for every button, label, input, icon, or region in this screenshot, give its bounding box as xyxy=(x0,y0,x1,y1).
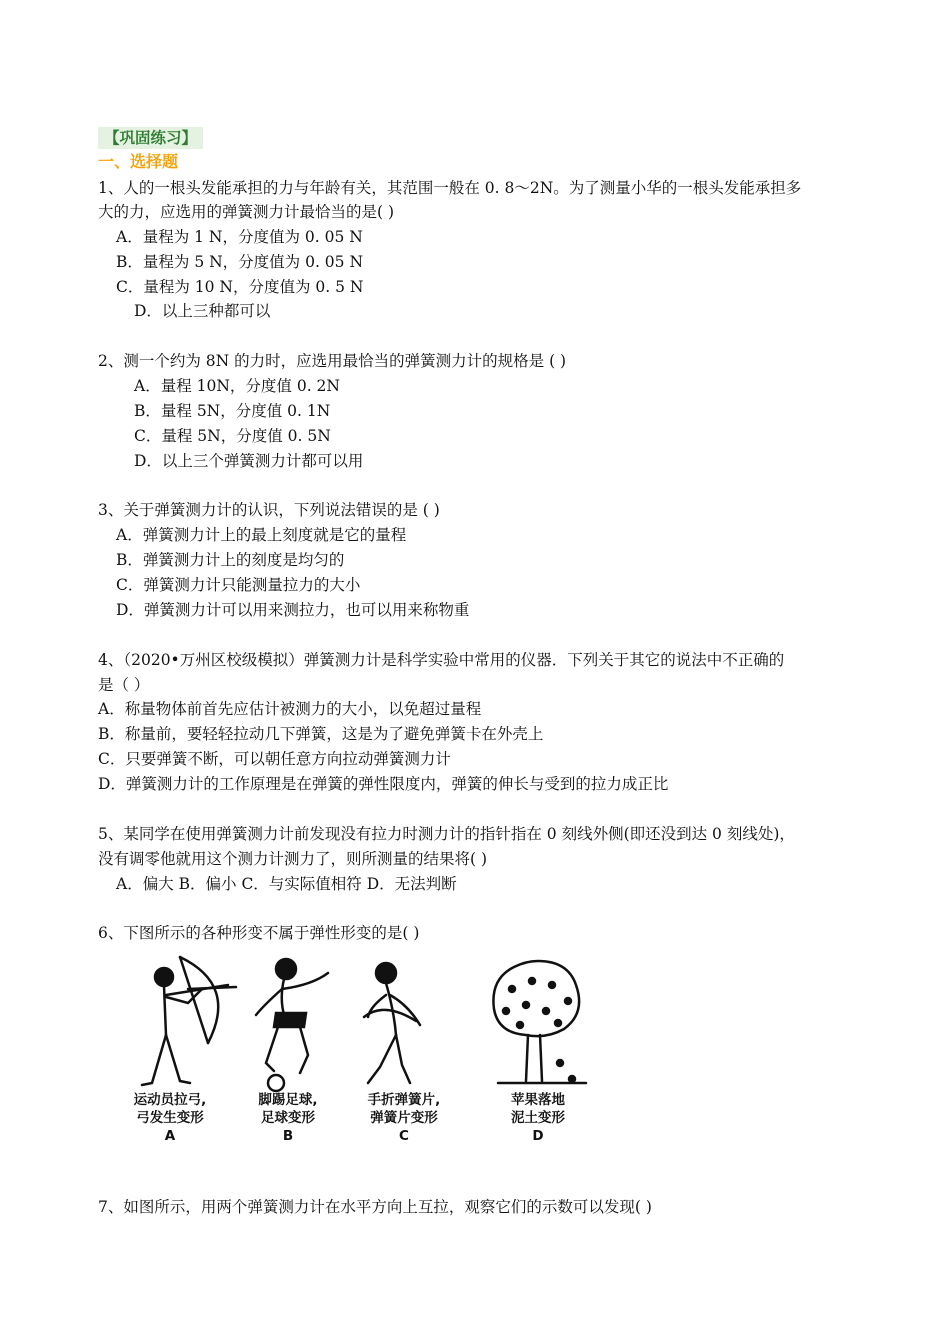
figure-c-letter: C xyxy=(399,1128,409,1144)
q5-stem-line2: 没有调零他就用这个测力计测力了，则所测量的结果将( ) xyxy=(98,850,488,868)
figure-c-line1: 手折弹簧片, xyxy=(367,1092,441,1108)
q5-stem-line1: 5、某同学在使用弹簧测力计前发现没有拉力时测力计的指针指在 0 刻线外侧(即还没到达 0 刻线处)， xyxy=(98,825,795,843)
q3-option-b: B．弹簧测力计上的刻度是均匀的 xyxy=(116,551,345,569)
figure-a-line1: 运动员拉弓, xyxy=(133,1092,207,1108)
q2-option-b: B．量程 5N，分度值 0. 1N xyxy=(134,402,331,420)
q4-stem-line2: 是（ ） xyxy=(98,676,150,694)
section-title: 一、选择题 xyxy=(98,152,179,171)
kicker-figure xyxy=(256,959,328,1091)
q3-option-a: A．弹簧测力计上的最上刻度就是它的量程 xyxy=(116,526,407,544)
q5-options: A．偏大 B．偏小 C．与实际值相符 D．无法判断 xyxy=(116,875,457,893)
q4-option-c: C．只要弹簧不断，可以朝任意方向拉动弹簧测力计 xyxy=(98,750,451,768)
q4-option-b: B．称量前，要轻轻拉动几下弹簧，这是为了避免弹簧卡在外壳上 xyxy=(98,725,544,743)
q1-stem-line1: 1、人的一根头发能承担的力与年龄有关，其范围一般在 0. 8～2N。为了测量小华的一根头发能承担多 xyxy=(98,179,802,197)
figure-c-line2: 弹簧片变形 xyxy=(370,1110,438,1126)
figure-d-caption xyxy=(496,1091,580,1145)
figure-a-caption xyxy=(128,1091,212,1145)
q4-option-d: D．弹簧测力计的工作原理是在弹簧的弹性限度内，弹簧的伸长与受到的拉力成正比 xyxy=(98,775,669,793)
figure-b-caption xyxy=(246,1091,330,1145)
apple-tree-figure xyxy=(493,961,586,1083)
q6-illustrations xyxy=(128,955,588,1095)
q7-stem: 7、如图所示，用两个弹簧测力计在水平方向上互拉，观察它们的示数可以发现( ) xyxy=(98,1198,652,1216)
q2-stem: 2、测一个约为 8N 的力时，应选用最恰当的弹簧测力计的规格是 ( ) xyxy=(98,352,567,370)
q1-option-d: D．以上三种都可以 xyxy=(134,302,271,320)
figure-d-letter: D xyxy=(532,1128,544,1144)
spring-bender-figure xyxy=(364,963,420,1083)
q6-figure xyxy=(128,955,588,1145)
figure-c-caption xyxy=(356,1091,452,1145)
q3-stem: 3、关于弹簧测力计的认识，下列说法错误的是 ( ) xyxy=(98,501,440,519)
q1-option-c: C．量程为 10 N，分度值为 0. 5 N xyxy=(116,278,364,296)
q2-option-a: A．量程 10N，分度值 0. 2N xyxy=(134,377,340,395)
figure-d-line2: 泥土变形 xyxy=(511,1110,565,1126)
figure-b-line1: 脚踢足球, xyxy=(258,1092,318,1108)
figure-b-letter: B xyxy=(282,1128,294,1144)
archer-figure xyxy=(142,957,236,1085)
q3-option-d: D．弹簧测力计可以用来测拉力，也可以用来称物重 xyxy=(116,601,470,619)
q1-option-b: B．量程为 5 N，分度值为 0. 05 N xyxy=(116,253,364,271)
figure-d-line1: 苹果落地 xyxy=(511,1092,565,1108)
figure-a-letter: A xyxy=(164,1128,176,1144)
figure-b-line2: 足球变形 xyxy=(261,1110,315,1126)
q6-stem: 6、下图所示的各种形变不属于弹性形变的是( ) xyxy=(98,924,420,942)
q4-option-a: A．称量物体前首先应估计被测力的大小，以免超过量程 xyxy=(98,700,482,718)
q3-option-c: C．弹簧测力计只能测量拉力的大小 xyxy=(116,576,361,594)
q2-option-c: C．量程 5N，分度值 0. 5N xyxy=(134,427,331,445)
q1-stem-line2: 大的力，应选用的弹簧测力计最恰当的是( ) xyxy=(98,203,395,221)
q2-option-d: D．以上三个弹簧测力计都可以用 xyxy=(134,452,364,470)
section-tag: 【巩固练习】 xyxy=(98,127,203,149)
q1-option-a: A．量程为 1 N，分度值为 0. 05 N xyxy=(116,228,363,246)
q4-stem-line1: 4、（2020•万州区校级模拟）弹簧测力计是科学实验中常用的仪器．下列关于其它的说法中不正确的 xyxy=(98,651,785,669)
figure-a-line2: 弓发生变形 xyxy=(136,1110,204,1126)
